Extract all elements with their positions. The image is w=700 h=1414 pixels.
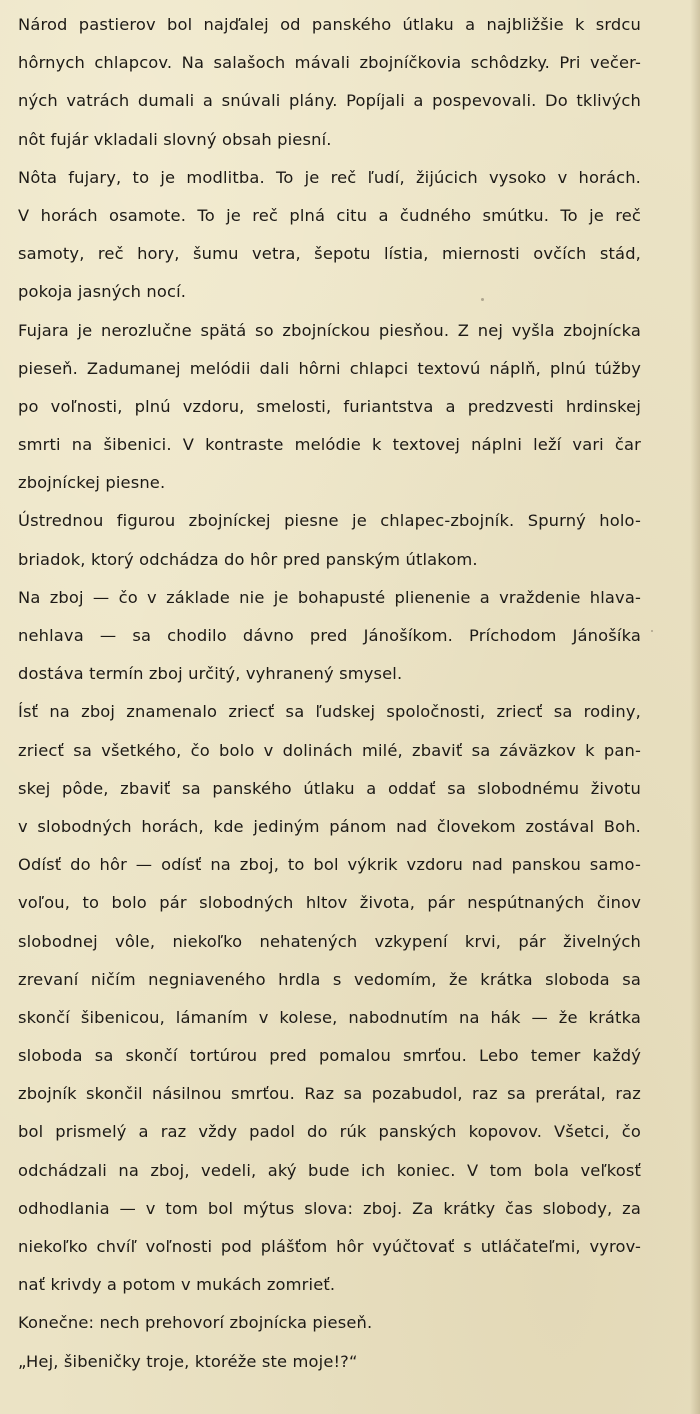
text-line: dostáva termín zboj určitý, vyhranený smysel.: [18, 664, 403, 684]
text-line: samoty, reč hory, šumu vetra, šepotu lístia, miernosti ovčích stád,: [18, 244, 641, 264]
text-line: briadok, ktorý odchádza do hôr pred panským útlakom.: [18, 549, 478, 569]
text-line: pieseň. Zadumanej melódii dali hôrni chlapci textovú náplň, plnú túžby: [18, 358, 641, 378]
text-line: Konečne: nech prehovorí zbojnícka pieseň.: [18, 1313, 373, 1333]
text-line: odhodlania — v tom bol mýtus slova: zboj. Za krátky čas slobody, za: [18, 1198, 641, 1218]
text-line: Národ pastierov bol najďalej od panského útlaku a najbližšie k srdcu: [18, 15, 641, 34]
page-spine-shadow: [690, 0, 700, 1414]
text-line: ných vatrách dumali a snúvali plány. Popíjali a pospevovali. Do tklivých: [18, 91, 641, 111]
text-line: skej pôde, zbaviť sa panského útlaku a oddať sa slobodnému životu: [18, 778, 641, 798]
text-line: Ísť na zboj znamenalo zriecť sa ľudskej spoločnosti, zriecť sa rodiny,: [18, 702, 641, 722]
text-line: zbojníckej piesne.: [18, 473, 166, 493]
text-line: Fujara je nerozlučne spätá so zbojníckou piesňou. Z nej vyšla zbojnícka: [18, 320, 641, 340]
article-text: [18, 6, 641, 1381]
text-line: voľou, to bolo pár slobodných hltov života, pár nespútnaných činov: [18, 893, 641, 913]
text-line: v slobodných horách, kde jediným pánom nad človekom zostával Boh.: [18, 816, 641, 836]
text-line: nôt fujár vkladali slovný obsah piesní.: [18, 129, 332, 149]
text-line: smrti na šibenici. V kontraste melódie k textovej náplni leží vari čar: [18, 435, 641, 455]
text-line: zbojník skončil násilnou smrťou. Raz sa pozabudol, raz sa prerátal, raz: [18, 1084, 641, 1104]
text-line: hôrnych chlapcov. Na salašoch mávali zbojníčkovia schôdzky. Pri večer-: [18, 53, 641, 73]
text-line: bol prismelý a raz vždy padol do rúk panských kopovov. Všetci, čo: [18, 1122, 641, 1142]
text-line: po voľnosti, plnú vzdoru, smelosti, furiantstva a predzvesti hrdinskej: [18, 396, 641, 416]
text-line: nať krivdy a potom v mukách zomrieť.: [18, 1275, 336, 1295]
text-line: Ústrednou figurou zbojníckej piesne je chlapec-zbojník. Spurný holo-: [18, 511, 641, 531]
text-line: slobodnej vôle, niekoľko nehatených vzkypení krvi, pár živelných: [18, 931, 641, 951]
text-line: skončí šibenicou, lámaním v kolese, nabodnutím na hák — že krátka: [18, 1007, 641, 1027]
text-line: Na zboj — čo v základe nie je bohapusté plienenie a vraždenie hlava-: [18, 587, 641, 607]
song-quote: „Hej, šibeničky troje, ktoréže ste moje!?“: [18, 1351, 358, 1371]
text-line: V horách osamote. To je reč plná citu a čudného smútku. To je reč: [18, 205, 641, 225]
text-line: zrevaní ničím negniaveného hrdla s vedomím, že krátka sloboda sa: [18, 969, 641, 989]
text-line: zriecť sa všetkého, čo bolo v dolinách milé, zbaviť sa záväzkov k pan-: [18, 740, 641, 760]
text-line: niekoľko chvíľ voľnosti pod plášťom hôr vyúčtovať s utláčateľmi, vyrov-: [18, 1237, 641, 1256]
text-line: sloboda sa skončí tortúrou pred pomalou smrťou. Lebo temer každý: [18, 1046, 641, 1066]
text-line: odchádzali na zboj, vedeli, aký bude ich koniec. V tom bola veľkosť: [18, 1160, 641, 1180]
text-line: nehlava — sa chodilo dávno pred Jánošíkom. Príchodom Jánošíka: [18, 626, 641, 645]
text-line: pokoja jasných nocí.: [18, 282, 187, 302]
paper-speck: [651, 630, 653, 632]
text-line: Nôta fujary, to je modlitba. To je reč ľudí, žijúcich vysoko v horách.: [18, 167, 641, 187]
text-line: Odísť do hôr — odísť na zboj, to bol výkrik vzdoru nad panskou samo-: [18, 855, 641, 875]
